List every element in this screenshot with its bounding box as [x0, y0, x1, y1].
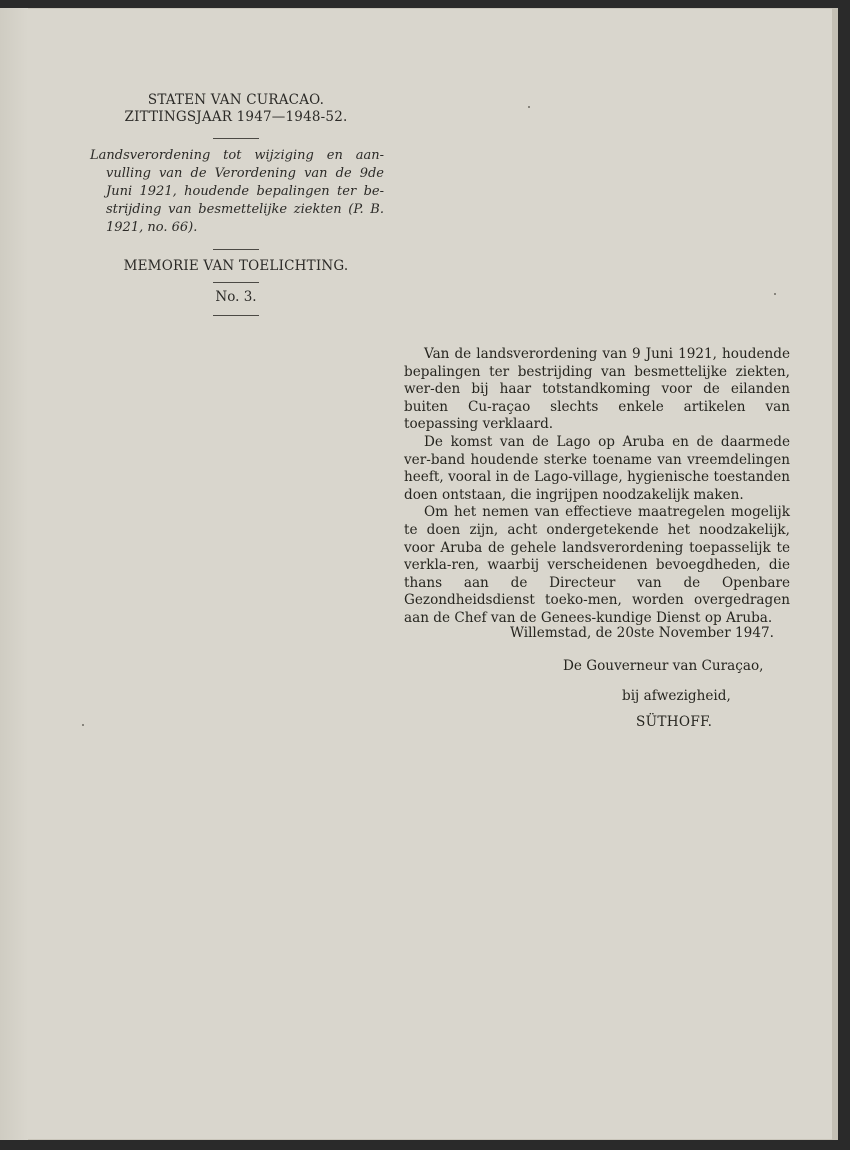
paper-speck — [774, 293, 776, 295]
divider — [213, 249, 259, 250]
body-text — [404, 346, 790, 628]
signature: SÜTHOFF. — [636, 714, 713, 730]
page-edge-shadow — [0, 8, 28, 1140]
paragraph: Om het nemen van effectieve maatregelen mogelijk te doen zijn, acht ondergetekende het noodzakelijk, voor Aruba de gehele landsverordening toepasselijk te verkla-ren, waarbij verscheidenen bevoegdheden, die thans aan de Directeur van de Openbare Gezondheidsdienst toeko-men, worden overgedragen aan de Chef van de Genees-kundige Dienst op Aruba. — [404, 504, 790, 626]
divider — [213, 138, 259, 139]
place-date: Willemstad, de 20ste November 1947. — [510, 625, 774, 641]
paragraph: De komst van de Lago op Aruba en de daarmede ver-band houdende sterke toename van vreemdelingen heeft, vooral in de Lago-village, hygienische toestanden doen ontstaan, die ingrijpen noodzakelijk maken. — [404, 433, 790, 503]
governor-line: De Gouverneur van Curaçao, — [563, 658, 764, 674]
divider — [213, 315, 259, 316]
paper-speck — [528, 106, 530, 108]
document-number: No. 3. — [215, 289, 257, 305]
heading-block — [88, 92, 384, 324]
paragraph: Van de landsverordening van 9 Juni 1921, houdende bepalingen ter bestrijding van besmettelijke ziekten, wer-den bij haar totstandkoming voor de eilanden buiten Cu-raçao slechts enkele artikelen van toepassing verklaard. — [404, 346, 790, 433]
title-line-2: ZITTINGSJAAR 1947—1948-52. — [124, 109, 348, 125]
paper-speck — [82, 724, 84, 726]
document-page — [0, 8, 838, 1140]
divider — [213, 282, 259, 283]
document-type-heading: MEMORIE VAN TOELICHTING. — [123, 258, 349, 274]
title-line-1: STATEN VAN CURACAO. — [147, 92, 325, 108]
absence-line: bij afwezigheid, — [622, 688, 731, 704]
subject-text: Landsverordening tot wijziging en aan-vulling van de Verordening van de 9de Juni 1921, houdende bepalingen ter be-strijding van besmettelijke ziekten (P. B. 1921, no. 66). — [90, 148, 384, 235]
page-right-edge — [832, 8, 838, 1140]
